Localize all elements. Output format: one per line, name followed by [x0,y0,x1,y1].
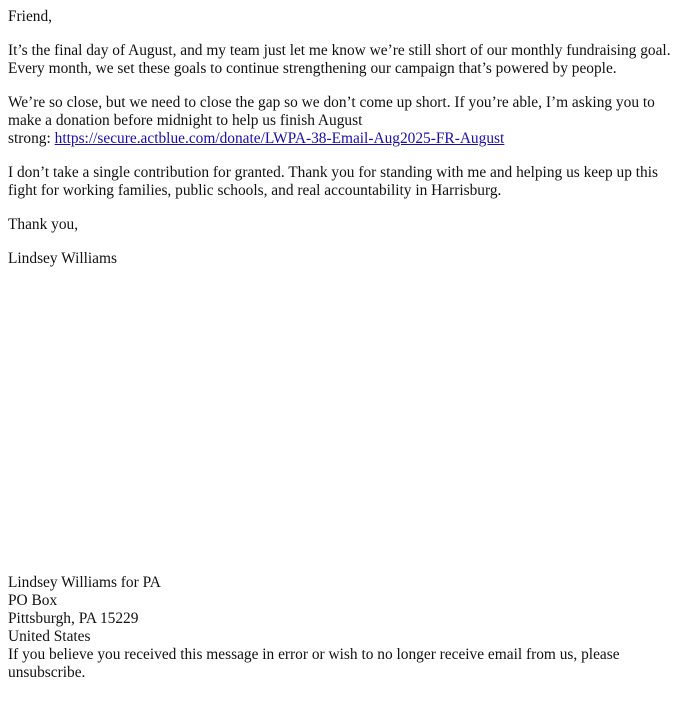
footer-address-line1: PO Box [8,592,58,609]
footer-unsubscribe-text[interactable]: If you believe you received this message in error or wish to no longer receive email from us, please unsubscribe. [8,646,620,681]
footer-org: Lindsey Williams for PA [8,574,161,591]
email-body [8,8,690,284]
paragraph-close-gap [8,94,690,148]
paragraph-close-gap-text: We’re so close, but we need to close the gap so we don’t come up short. If you’re able, I’m asking you to make a donation before midnight to help us finish August [8,94,655,129]
donate-link[interactable]: https://secure.actblue.com/donate/LWPA-38-Email-Aug2025-FR-August [54,130,505,147]
email-footer [8,574,690,682]
footer-address-line2: Pittsburgh, PA 15229 [8,610,139,627]
paragraph-final-day: It’s the final day of August, and my team just let me know we’re still short of our monthly fundraising goal. Every month, we set these goals to continue strengthening our campaign that’s powered by people. [8,42,671,77]
closing: Thank you, [8,216,79,233]
paragraph-gratitude: I don’t take a single contribution for granted. Thank you for standing with me and helping us keep up this fight for working families, public schools, and real accountability in Harrisburg. [8,164,658,199]
greeting: Friend, [8,8,53,25]
strong-label: strong: [8,130,51,147]
footer-country: United States [8,628,91,645]
signature: Lindsey Williams [8,250,117,267]
